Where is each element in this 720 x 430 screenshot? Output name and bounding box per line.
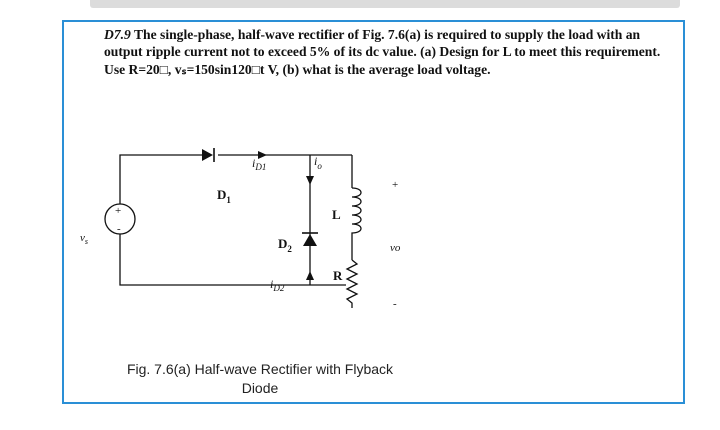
d2-label: $D_2$	[278, 236, 292, 254]
l-label: L	[332, 207, 341, 222]
source-minus: -	[117, 223, 121, 235]
caption-line-1: Fig. 7.6(a) Half-wave Rectifier with Flyback	[126, 361, 394, 377]
wire-bottom	[120, 261, 352, 285]
r-label: R	[333, 268, 343, 283]
id2-arrow-icon	[306, 271, 314, 280]
id1-arrow-icon	[258, 151, 267, 159]
output-plus: +	[392, 179, 399, 191]
io-arrow-icon	[306, 176, 314, 185]
problem-text: The single-phase, half-wave rectifier of Fig. 7.6(a) is required to supply the load with an output ripple current not to exceed 5% of its dc value. (a) Design for L to meet this requirement. Use R=20□, vₛ=150sin120□t V, (b) what is the average load voltage.	[104, 27, 661, 77]
source-label: $v_s$	[80, 232, 89, 246]
circuit-diagram	[62, 20, 685, 360]
io-label: $i_o$	[314, 154, 322, 171]
output-minus: -	[393, 298, 397, 310]
source-plus: +	[115, 205, 122, 217]
diode-d1	[202, 149, 213, 161]
vo-label: vo	[390, 242, 401, 254]
problem-id: D7.9	[104, 27, 131, 42]
d1-label: $D_1$	[217, 187, 231, 205]
id2-label: $i_{D2}$	[270, 277, 285, 293]
id1-label: $i_{D1}$	[252, 156, 267, 172]
figure-caption	[90, 360, 430, 398]
caption-line-2: Diode	[241, 380, 279, 396]
diode-d2	[303, 234, 317, 246]
top-scroll-bar	[90, 0, 680, 8]
wire-top-left	[120, 155, 202, 177]
